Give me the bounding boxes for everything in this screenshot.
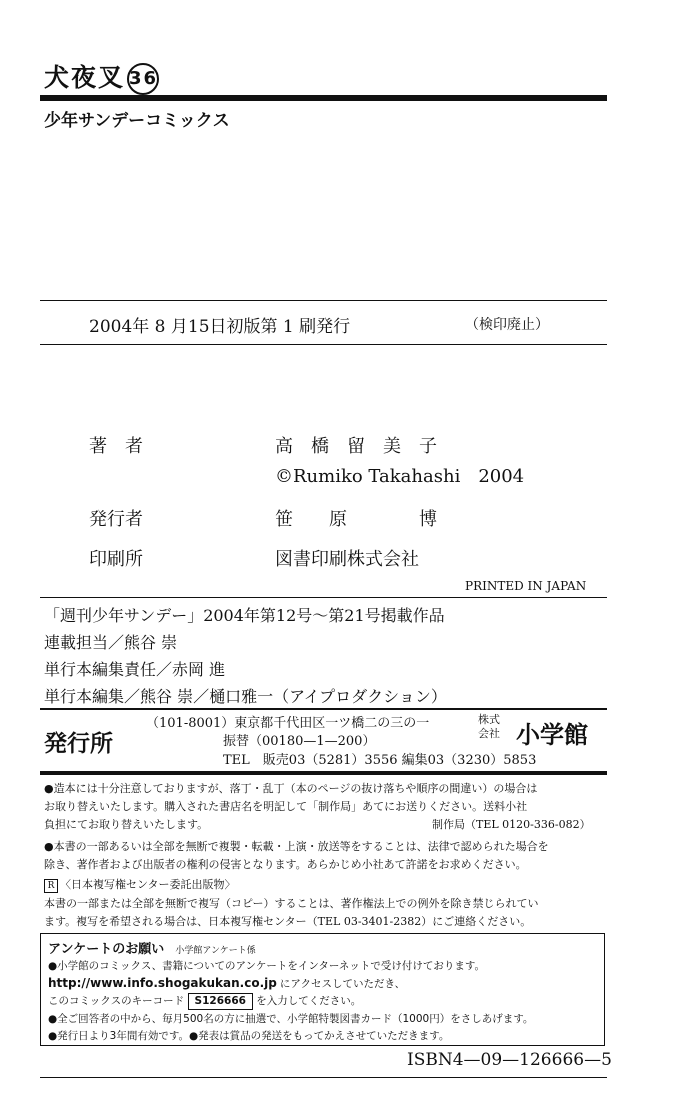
- survey-line: ●全ご回答者の中から、毎月500名の方に抽選で、小学館特製図書カード（1000円）をさしあげます。: [48, 1013, 534, 1025]
- credit-author-name: 高 橋 留 美 子: [275, 436, 437, 457]
- editorial-line: 単行本編集責任／赤岡 進: [44, 660, 226, 679]
- credit-printer-name: 図書印刷株式会社: [275, 549, 419, 570]
- credit-author-label: 著 者: [89, 436, 143, 457]
- notice-line: ●本書の一部あるいは全部を無断で複製・転載・上演・放送等をすることは、法律で認められた場合を: [44, 840, 549, 853]
- survey-url-line: [48, 976, 405, 991]
- editorial-line: 連載担当／熊谷 崇: [44, 633, 178, 652]
- company-type-line: 株式: [478, 713, 500, 726]
- survey-url[interactable]: http://www.info.shogakukan.co.jp: [48, 976, 277, 990]
- key-code: S126666: [188, 993, 253, 1010]
- notice-line: ●造本には十分注意しておりますが、落丁・乱丁（本のページの抜け落ちや順序の間違い）の場合は: [44, 782, 538, 795]
- publisher-name: 小学館: [516, 721, 588, 749]
- survey-heading: [48, 938, 256, 957]
- publisher-address: （101-8001）東京都千代田区一ツ橋二の三の一: [146, 716, 430, 731]
- survey-line: ●小学館のコミックス、書籍についてのアンケートをインターネットで受け付けております。: [48, 960, 486, 972]
- isbn: ISBN4—09—126666—5: [407, 1050, 612, 1070]
- volume-number: 36: [127, 63, 159, 95]
- notice-line: [44, 876, 236, 894]
- credit-printer-label: 印刷所: [89, 549, 143, 570]
- editorial-line: 「週刊少年サンデー」2004年第12号～第21号掲載作品: [44, 606, 445, 625]
- notice-line: お取り替えいたします。購入された書店名を明記して「制作局」あてにお送りください。送料小社: [44, 800, 528, 813]
- publisher-bottom-rule: [40, 771, 607, 775]
- publisher-tel: TEL 販売03（5281）3556 編集03（3230）5853: [223, 753, 537, 768]
- editorial-top-rule: [40, 597, 607, 598]
- credit-publisher-name: 笹 原 博: [275, 509, 437, 530]
- notice-line: 本書の一部または全部を無断で複写（コピー）することは、著作権法上での例外を除き禁じられてい: [44, 897, 539, 910]
- bottom-rule: [40, 1077, 607, 1078]
- header-rule: [40, 95, 607, 101]
- notice-line: 除き、著作者および出版者の権利の侵害となります。あらかじめ小社あて許諾をお求めください。: [44, 858, 527, 871]
- company-type: [478, 713, 500, 741]
- jrrc-consignment: 〈日本複写権センター委託出版物〉: [60, 878, 236, 891]
- publication-date: 2004年 8 月15日初版第 1 刷発行: [89, 317, 351, 337]
- survey-key-line: [48, 993, 361, 1010]
- publisher-label: 発行所: [44, 731, 113, 757]
- survey-subtitle: 小学館アンケート係: [175, 946, 256, 956]
- key-code-suffix: を入力してください。: [256, 995, 362, 1007]
- title-text: 犬夜叉: [44, 63, 126, 92]
- series-name: 少年サンデーコミックス: [44, 111, 230, 131]
- survey-line: ●発行日より3年間有効です。●発表は賞品の発送をもってかえさせていただきます。: [48, 1030, 450, 1042]
- credit-publisher-label: 発行者: [89, 509, 143, 530]
- publication-bottom-rule: [40, 344, 607, 345]
- copyright-r-mark: R: [44, 879, 58, 893]
- key-code-prefix: このコミックスのキーコード: [48, 995, 185, 1007]
- company-type-line: 会社: [478, 727, 500, 740]
- publication-top-rule: [40, 300, 607, 301]
- printed-in-japan: PRINTED IN JAPAN: [465, 579, 587, 593]
- seal-abolished: （検印廃止）: [465, 317, 549, 333]
- survey-url-suffix: にアクセスしていただき、: [279, 978, 406, 990]
- production-contact: 制作局（TEL 0120-336-082）: [432, 818, 591, 831]
- editorial-bottom-rule: [40, 708, 607, 710]
- survey-title: アンケートのお願い: [48, 942, 165, 957]
- notice-line: 負担にてお取り替えいたします。: [44, 818, 209, 831]
- publisher-furikae: 振替（00180—1—200）: [223, 734, 376, 749]
- credit-copyright: ©Rumiko Takahashi 2004: [275, 466, 525, 487]
- book-title: [44, 58, 159, 95]
- notice-line: ます。複写を希望される場合は、日本複写権センター（TEL 03-3401-2382）にご連絡ください。: [44, 915, 532, 928]
- editorial-line: 単行本編集／熊谷 崇／樋口雅一（アイプロダクション）: [44, 687, 447, 706]
